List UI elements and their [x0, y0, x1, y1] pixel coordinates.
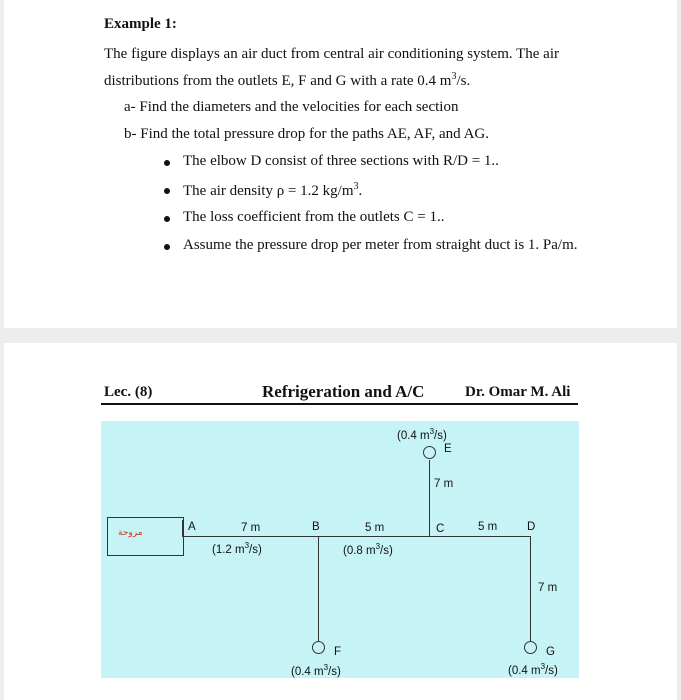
problem-text-line-2 [104, 71, 470, 90]
bullet-pressure-drop: Assume the pressure drop per meter from straight duct is 1. Pa/m. [183, 237, 578, 253]
bullet-density-tail: . [358, 183, 363, 199]
length-ce-label: 7 m [434, 478, 454, 490]
flow-g-label [508, 662, 558, 677]
outlet-g-icon [524, 641, 537, 654]
node-f-label: F [334, 646, 342, 658]
bullet-loss-coefficient: The loss coefficient from the outlets C = 1.. [183, 209, 445, 225]
flow-f-value: (0.4 m [291, 665, 324, 678]
flow-f-sup: 3 [323, 663, 329, 672]
bullet-dot [164, 216, 170, 222]
branch-ce-line [429, 460, 430, 537]
flow-ab-label [212, 541, 262, 556]
flow-e-value: (0.4 m [397, 429, 430, 442]
length-bc-label: 5 m [365, 522, 385, 534]
flow-bc-label [343, 542, 393, 557]
flow-ab-value: (1.2 m [212, 543, 245, 556]
lecture-number: Lec. (8) [104, 384, 153, 400]
problem-text-line-2-prefix: distributions from the outlets E, F and G with a rate 0.4 m [104, 73, 452, 89]
flow-bc-tail: /s) [380, 544, 393, 557]
bullet-dot [164, 188, 170, 194]
header-rule [101, 403, 578, 405]
branch-dg-line [530, 536, 531, 641]
flow-bc-sup: 3 [375, 542, 381, 551]
flow-ab-sup: 3 [244, 541, 250, 550]
branch-bf-line [318, 536, 319, 641]
author-name: Dr. Omar M. Ali [465, 384, 571, 400]
node-d-label: D [527, 521, 536, 533]
flow-e-tail: /s) [434, 429, 447, 442]
node-g-label: G [546, 646, 555, 658]
flow-ab-tail: /s) [249, 543, 262, 556]
node-e-label: E [444, 443, 452, 455]
course-title: Refrigeration and A/C [262, 382, 425, 401]
task-b: b- Find the total pressure drop for the paths AE, AF, and AG. [124, 126, 490, 142]
cubic-superscript: 3 [451, 71, 457, 82]
flow-f-tail: /s) [328, 665, 341, 678]
outlet-f-icon [312, 641, 325, 654]
example-heading: Example 1: [104, 16, 177, 32]
outlet-e-icon [423, 446, 436, 459]
node-c-label: C [436, 523, 445, 535]
flow-bc-value: (0.8 m [343, 544, 376, 557]
flow-e-sup: 3 [429, 427, 435, 436]
fan-label: مروحة [118, 528, 143, 538]
node-b-label: B [312, 521, 320, 533]
bullet-dot [164, 160, 170, 166]
flow-e-label [397, 427, 447, 442]
task-a: a- Find the diameters and the velocities for each section [124, 99, 459, 115]
problem-text-line-1: The figure displays an air duct from central air conditioning system. The air [104, 46, 560, 62]
length-dg-label: 7 m [538, 582, 558, 594]
flow-g-tail: /s) [545, 664, 558, 677]
flow-g-sup: 3 [540, 662, 546, 671]
main-duct-line [182, 536, 531, 537]
length-cd-label: 5 m [478, 521, 498, 533]
flow-f-label [291, 663, 341, 678]
length-ab-label: 7 m [241, 522, 261, 534]
problem-text-line-2-suffix: /s. [456, 73, 471, 89]
bullet-density-text: The air density ρ = 1.2 kg/m [183, 183, 354, 199]
bullet-density-sup: 3 [353, 181, 359, 192]
bullet-density [183, 181, 362, 200]
flow-g-value: (0.4 m [508, 664, 541, 677]
bullet-elbow: The elbow D consist of three sections with R/D = 1.. [183, 153, 499, 169]
node-a-tick [182, 520, 183, 537]
node-a-label: A [188, 521, 196, 533]
bullet-dot [164, 244, 170, 250]
